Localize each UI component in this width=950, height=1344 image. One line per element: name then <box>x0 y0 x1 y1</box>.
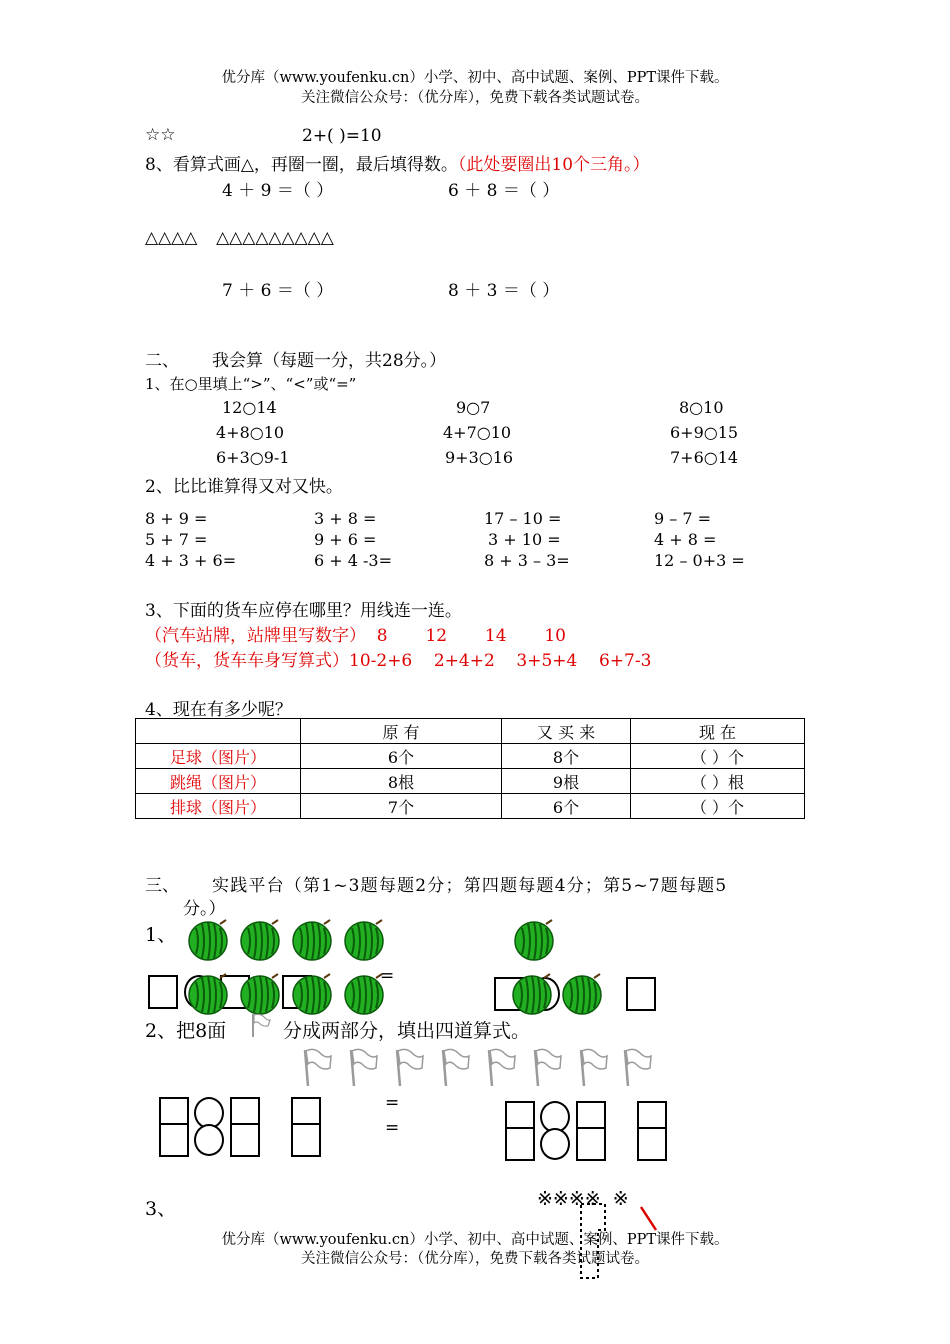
s3-p1-label: 1、 <box>145 924 177 946</box>
answer-box[interactable] <box>576 1127 606 1161</box>
watermelon-icon <box>342 972 386 1016</box>
compare-cell: 12○14 <box>222 398 277 417</box>
q8-title-text: 8、看算式画△，再圈一圈，最后填得数。 <box>145 155 458 175</box>
equals-sign: = <box>380 966 395 986</box>
s3-p2-title-a: 2、把8面 <box>145 1020 227 1042</box>
calc-cell: 4 + 3 + 6= <box>145 551 237 570</box>
equals-sign: = <box>385 1093 400 1113</box>
calc-cell: 3 + 10 = <box>488 530 561 549</box>
answer-box[interactable] <box>230 1123 260 1157</box>
answer-box[interactable] <box>148 975 178 1009</box>
watermelon-icon <box>560 972 604 1016</box>
table-cell: （ ）根 <box>631 769 805 794</box>
q8-eq1: 4 ＋ 9 ＝（ ） <box>222 181 334 201</box>
table-row <box>136 744 805 769</box>
s3-p3-label: 3、 <box>145 1198 177 1220</box>
table-cell: 6个 <box>502 794 631 819</box>
table-cell: 6个 <box>301 744 502 769</box>
answer-box[interactable] <box>291 1123 321 1157</box>
watermelon-icon <box>186 918 230 962</box>
table-header-row <box>136 719 805 744</box>
table-header-cell: 原 有 <box>301 719 502 744</box>
watermelon-icon <box>238 918 282 962</box>
table-cell: 足球（图片） <box>136 744 301 769</box>
compare-cell: 7+6○14 <box>670 448 739 467</box>
section3-title-line1: 实践平台（第1~3题每题2分；第四题每题4分；第5~7题每题5 <box>212 876 728 896</box>
compare-cell: 4+7○10 <box>443 423 512 442</box>
flag-icon <box>530 1046 564 1088</box>
watermelon-icon <box>238 972 282 1016</box>
inventory-table <box>135 718 805 819</box>
compare-cell: 8○10 <box>679 398 724 417</box>
table-header-cell: 又 买 来 <box>502 719 631 744</box>
flag-icon <box>300 1046 334 1088</box>
watermelon-icon <box>290 918 334 962</box>
star-rating: ☆☆ <box>145 125 176 145</box>
table-header-cell <box>136 719 301 744</box>
reference-marks: ※※※※ ※ <box>537 1188 629 1210</box>
table-cell: 跳绳（图片） <box>136 769 301 794</box>
table-cell: （ ）个 <box>631 744 805 769</box>
compare-cell: 4+8○10 <box>216 423 285 442</box>
calc-cell: 4 + 8 = <box>654 530 717 549</box>
flag-icon <box>392 1046 426 1088</box>
table-cell: （ ）个 <box>631 794 805 819</box>
footer-line-2: 关注微信公众号：（优分库），免费下载各类试题试卷。 <box>301 1251 649 1267</box>
flag-icon <box>346 1046 380 1088</box>
equals-sign: = <box>385 1118 400 1138</box>
answer-box[interactable] <box>159 1123 189 1157</box>
q8-eq3: 7 ＋ 6 ＝（ ） <box>222 281 334 301</box>
calc-cell: 6 + 4 -3= <box>314 551 393 570</box>
watermelon-icon <box>342 918 386 962</box>
flag-icon <box>438 1046 472 1088</box>
calc-cell: 5 + 7 = <box>145 530 208 549</box>
watermelon-icon <box>186 972 230 1016</box>
triangle-row <box>145 228 334 248</box>
footer-line-1: 优分库（www.youfenku.cn）小学、初中、高中试题、案例、PPT课件下载。 <box>221 1232 729 1248</box>
compare-cell: 6+3○9-1 <box>216 448 290 467</box>
q8-eq4: 8 ＋ 3 ＝（ ） <box>448 281 560 301</box>
header-line-1: 优分库（www.youfenku.cn）小学、初中、高中试题、案例、PPT课件下载。 <box>221 70 729 86</box>
flag-icon <box>576 1046 610 1088</box>
section3-number: 三、 <box>145 876 179 896</box>
compare-cell: 9○7 <box>456 398 491 417</box>
calc-cell: 9 + 6 = <box>314 530 377 549</box>
flag-icon <box>250 1012 272 1038</box>
answer-box[interactable] <box>637 1127 667 1161</box>
compare-cell: 9+3○16 <box>445 448 514 467</box>
header-line-2: 关注微信公众号：（优分库），免费下载各类试题试卷。 <box>301 90 649 106</box>
table-cell: 8个 <box>502 744 631 769</box>
table-header-cell: 现 在 <box>631 719 805 744</box>
s2-p3-line1: （汽车站牌，站牌里写数字） 8 12 14 10 <box>145 626 566 646</box>
s2-p1-title: 1、在○里填上“>”、“<”或“=” <box>145 375 357 393</box>
table-cell: 8根 <box>301 769 502 794</box>
calc-cell: 3 + 8 = <box>314 509 377 528</box>
section2-number: 二、 <box>145 351 179 371</box>
s3-p2-title-b: 分成两部分，填出四道算式。 <box>283 1020 531 1042</box>
table-cell: 排球（图片） <box>136 794 301 819</box>
stars-equation: 2+( )=10 <box>302 126 382 146</box>
s2-p3-title: 3、下面的货车应停在哪里？用线连一连。 <box>145 601 462 621</box>
section3-title-line2: 分。） <box>183 899 226 919</box>
flag-icon <box>484 1046 518 1088</box>
q8-eq2: 6 ＋ 8 ＝（ ） <box>448 181 560 201</box>
calc-cell: 8 + 9 = <box>145 509 208 528</box>
s2-p4-title: 4、现在有多少呢？ <box>145 700 292 720</box>
section2-title: 我会算（每题一分，共28分。） <box>212 351 447 371</box>
flag-icon <box>620 1046 654 1088</box>
q8-title <box>145 150 650 175</box>
table-cell: 7个 <box>301 794 502 819</box>
watermelon-icon <box>290 972 334 1016</box>
table-row <box>136 769 805 794</box>
s2-p3-line2: （货车，货车车身写算式）10-2+6 2+4+2 3+5+4 6+7-3 <box>145 651 652 671</box>
calc-cell: 17 – 10 = <box>484 509 562 528</box>
triangles-group-b: △△△△△△△△△ <box>216 228 334 248</box>
calc-cell: 8 + 3 – 3= <box>484 551 570 570</box>
operator-circle[interactable] <box>540 1128 570 1160</box>
table-cell: 9根 <box>502 769 631 794</box>
compare-cell: 6+9○15 <box>670 423 739 442</box>
q8-note: （此处要圈出10个三角。） <box>457 155 650 175</box>
answer-box[interactable] <box>505 1127 535 1161</box>
s2-p2-title: 2、比比谁算得又对又快。 <box>145 477 343 497</box>
calc-cell: 9 – 7 = <box>654 509 712 528</box>
watermelon-icon <box>512 918 556 962</box>
table-row <box>136 794 805 819</box>
calc-cell: 12 – 0+3 = <box>654 551 745 570</box>
triangles-group-a: △△△△ <box>145 228 198 248</box>
answer-box[interactable] <box>626 977 656 1011</box>
operator-circle[interactable] <box>194 1124 224 1156</box>
watermelon-icon <box>510 972 554 1016</box>
